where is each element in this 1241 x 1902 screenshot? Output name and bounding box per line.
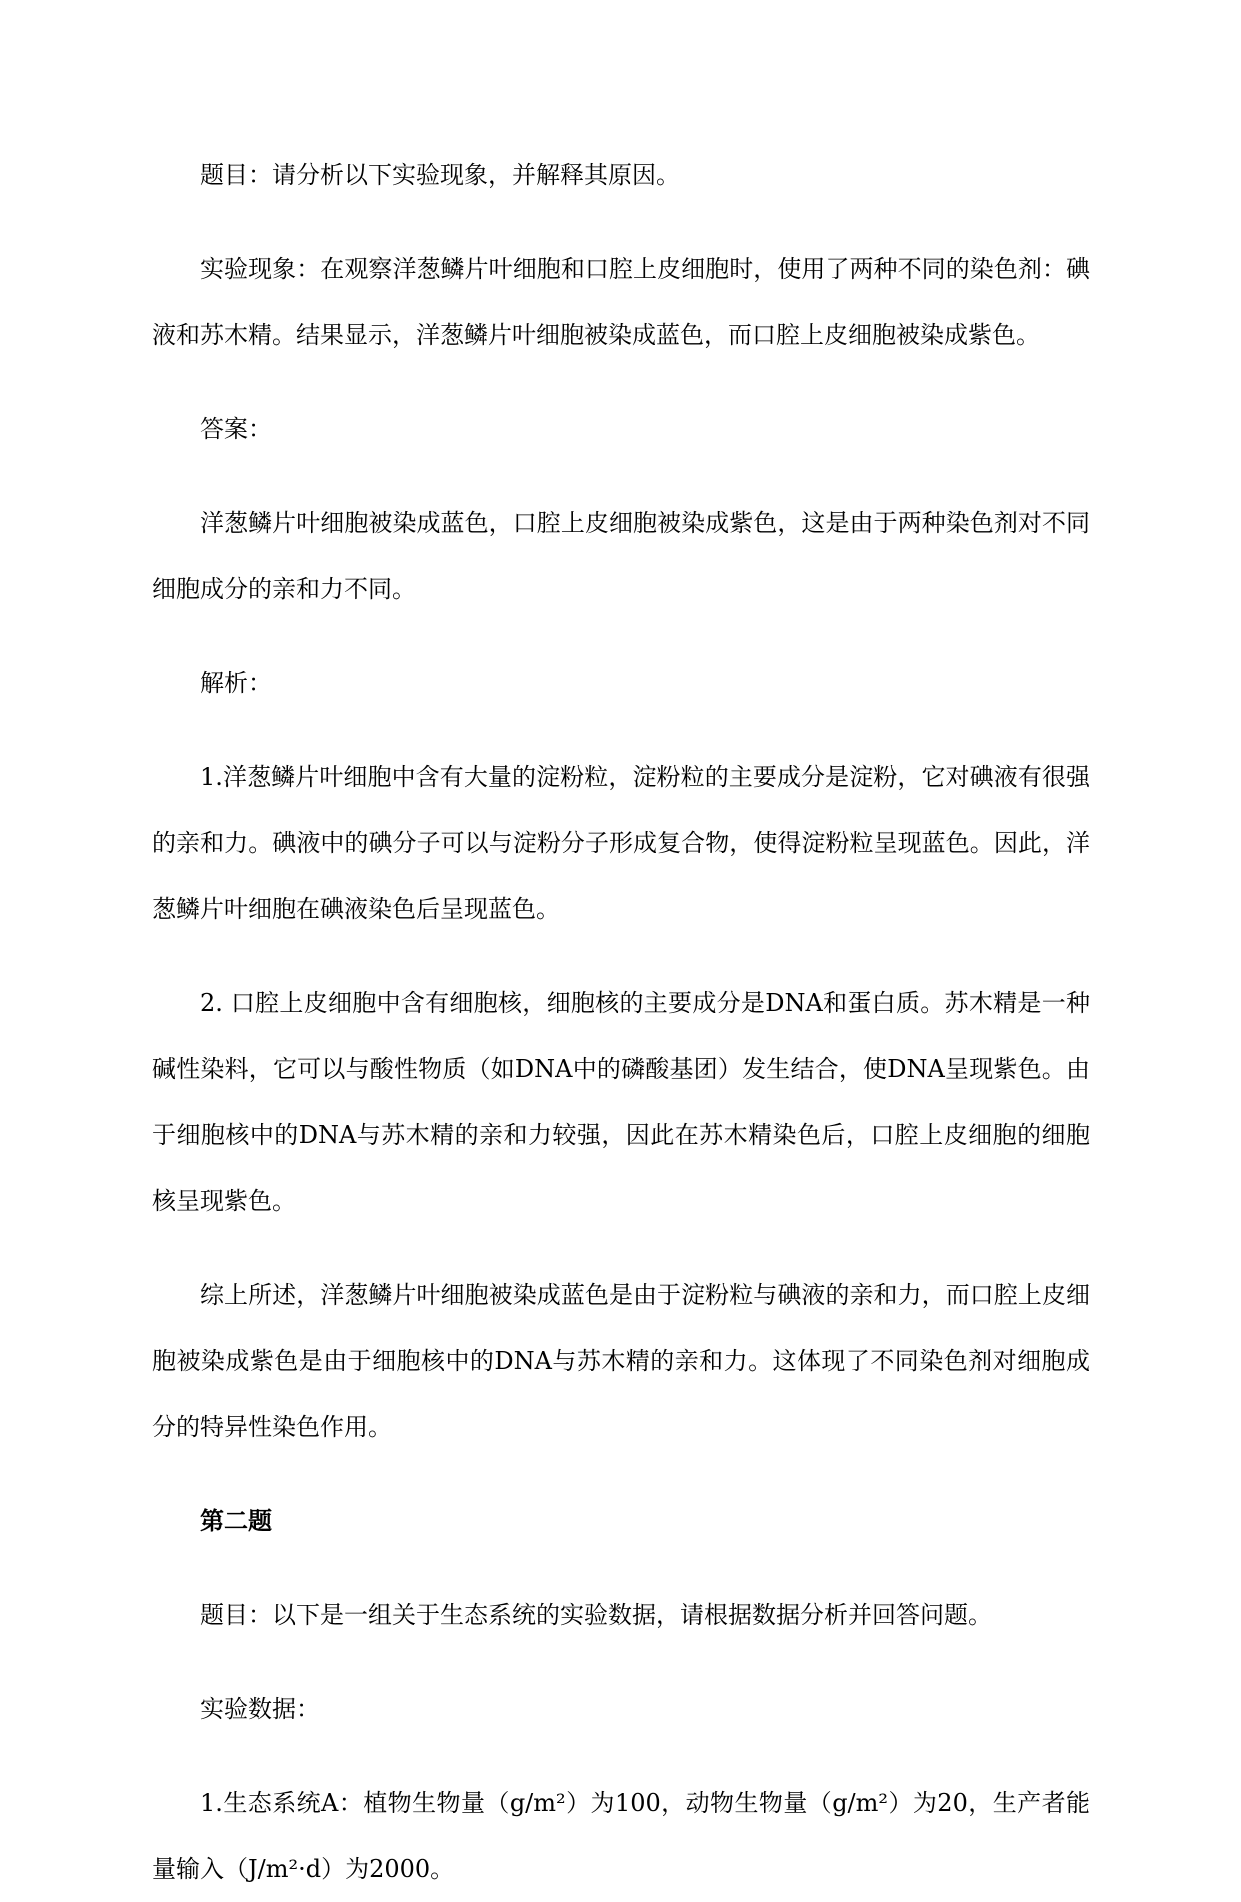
answer-text: 洋葱鳞片叶细胞被染成蓝色，口腔上皮细胞被染成紫色，这是由于两种染色剂对不同细胞成分的亲和力不同。: [152, 509, 1090, 603]
analysis-label: 解析：: [200, 669, 272, 697]
question-1-phenomenon: 实验现象：在观察洋葱鳞片叶细胞和口腔上皮细胞时，使用了两种不同的染色剂：碘液和苏木精。结果显示，洋葱鳞片叶细胞被染成蓝色，而口腔上皮细胞被染成紫色。: [152, 255, 1090, 349]
experiment-data-label: 实验数据：: [200, 1695, 320, 1723]
analysis-point-2: 2. 口腔上皮细胞中含有细胞核，细胞核的主要成分是DNA和蛋白质。苏木精是一种碱性染料，它可以与酸性物质（如DNA中的磷酸基团）发生结合，使DNA呈现紫色。由于细胞核中的DNA与苏木精的亲和力较强，因此在苏木精染色后，口腔上皮细胞的细胞核呈现紫色。: [152, 989, 1090, 1215]
answer-label: 答案：: [200, 415, 272, 443]
question-2-heading: 第二题: [200, 1506, 272, 1535]
question-1-title: 题目：请分析以下实验现象，并解释其原因。: [200, 161, 680, 189]
question-2-title: 题目：以下是一组关于生态系统的实验数据，请根据数据分析并回答问题。: [200, 1601, 992, 1629]
analysis-point-1: 1.洋葱鳞片叶细胞中含有大量的淀粉粒，淀粉粒的主要成分是淀粉，它对碘液有很强的亲和力。碘液中的碘分子可以与淀粉分子形成复合物，使得淀粉粒呈现蓝色。因此，洋葱鳞片叶细胞在碘液染色后呈现蓝色。: [152, 763, 1090, 923]
analysis-summary: 综上所述，洋葱鳞片叶细胞被染成蓝色是由于淀粉粒与碘液的亲和力，而口腔上皮细胞被染成紫色是由于细胞核中的DNA与苏木精的亲和力。这体现了不同染色剂对细胞成分的特异性染色作用。: [152, 1281, 1090, 1441]
ecosystem-a-data: 1.生态系统A：植物生物量（g/m²）为100，动物生物量（g/m²）为20，生产者能量输入（J/m²·d）为2000。: [152, 1789, 1090, 1883]
document-body: [152, 142, 1090, 1902]
